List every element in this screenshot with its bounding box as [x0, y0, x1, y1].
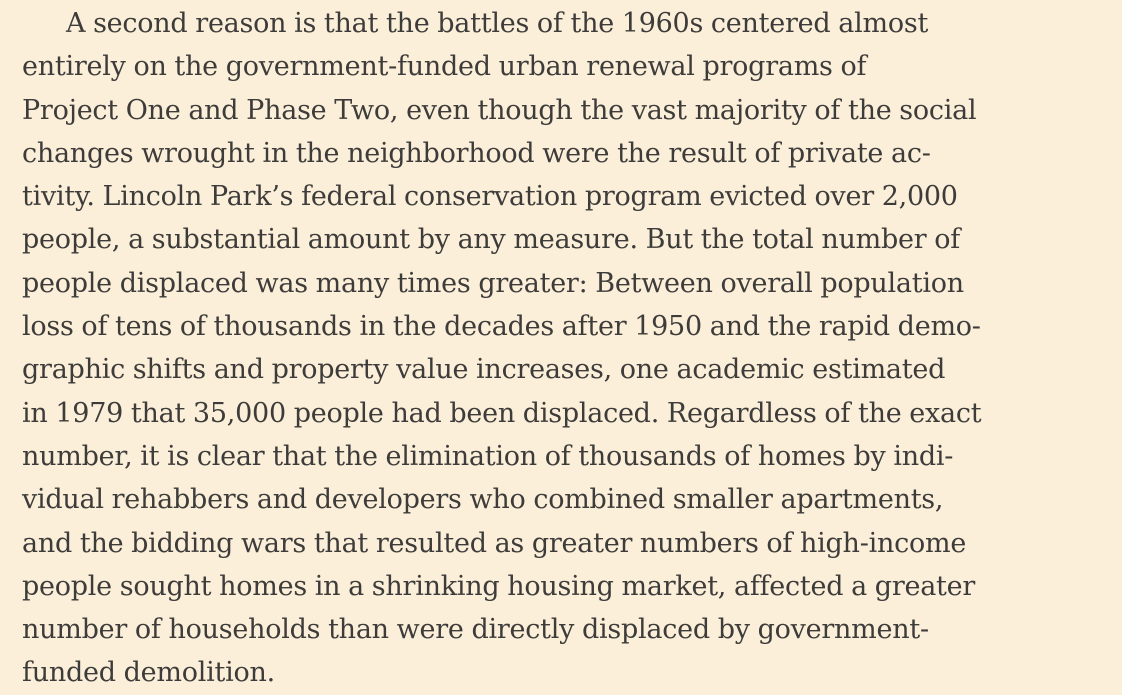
- text-line: tivity. Lincoln Park’s federal conservation program evicted over 2,000: [22, 181, 958, 213]
- text-line: Project One and Phase Two, even though the vast majority of the social: [22, 94, 977, 126]
- text-line: graphic shifts and property value increases, one academic estimated: [22, 354, 946, 386]
- text-line: loss of tens of thousands in the decades after 1950 and the rapid demo-: [22, 311, 981, 343]
- text-line: funded demolition.: [22, 657, 276, 689]
- text-line: entirely on the government-funded urban renewal programs of: [22, 51, 867, 83]
- text-line: people, a substantial amount by any measure. But the total number of: [22, 224, 960, 256]
- text-line: in 1979 that 35,000 people had been displaced. Regardless of the exact: [22, 397, 982, 429]
- text-line: number of households than were directly displaced by government-: [22, 614, 929, 646]
- text-line: A second reason is that the battles of the 1960s centered almost: [66, 8, 929, 39]
- text-line: number, it is clear that the elimination of thousands of homes by indi-: [22, 440, 954, 472]
- text-line: and the bidding wars that resulted as greater numbers of high-income: [22, 527, 967, 559]
- text-line: vidual rehabbers and developers who combined smaller apartments,: [22, 484, 944, 516]
- text-line: changes wrought in the neighborhood were the result of private ac-: [22, 137, 931, 169]
- text-line: people sought homes in a shrinking housing market, affected a greater: [22, 570, 976, 602]
- body-paragraph: [0, 2, 1122, 695]
- text-line: people displaced was many times greater: Between overall population: [22, 267, 964, 299]
